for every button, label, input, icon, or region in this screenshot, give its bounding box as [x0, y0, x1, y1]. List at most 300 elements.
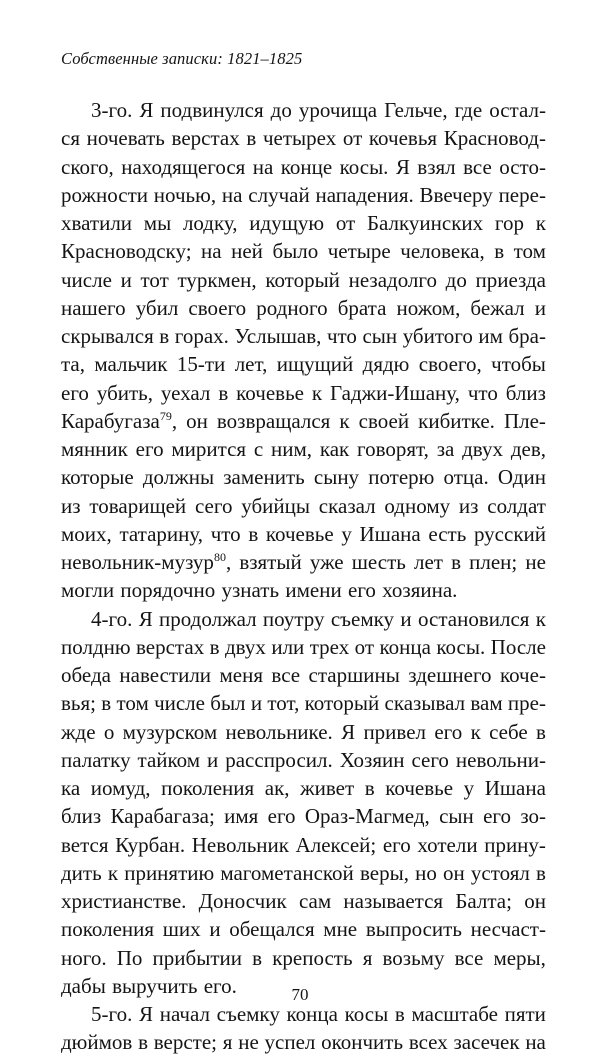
footnote-marker: 79: [159, 408, 172, 423]
word: числе: [154, 691, 205, 716]
word: двух: [462, 437, 504, 461]
word: косы: [344, 1002, 389, 1026]
word: дев,: [510, 437, 546, 461]
word: его: [61, 380, 89, 405]
text-line: [61, 661, 546, 689]
word: убил: [135, 295, 179, 320]
text-line: [61, 181, 546, 209]
word: поутру: [262, 606, 325, 631]
word: христианстве.: [61, 889, 187, 913]
word: что: [210, 521, 241, 546]
body-text: [61, 96, 546, 1057]
text-line: [61, 915, 546, 943]
text-line: [61, 746, 546, 774]
word: начал: [159, 1002, 210, 1026]
word: навестили: [119, 663, 212, 687]
word: тайком: [137, 747, 201, 772]
text-line: [61, 124, 546, 152]
word: татарину,: [119, 521, 204, 546]
word: на: [221, 182, 243, 207]
word: прину-: [484, 832, 546, 857]
word: есть: [428, 521, 467, 546]
word: его: [135, 437, 164, 461]
word: всех: [408, 1030, 448, 1055]
word: мальчик: [94, 352, 168, 377]
word: что: [467, 380, 498, 405]
text-line: [61, 887, 546, 915]
word: конце: [280, 154, 333, 179]
word: его: [382, 832, 411, 857]
word: в: [209, 634, 220, 659]
word: съемку: [216, 1002, 280, 1026]
word: сказал: [318, 493, 376, 518]
word: хотели: [417, 832, 478, 857]
word: невольни-: [455, 747, 546, 772]
word: что: [326, 324, 357, 348]
word: косы.: [339, 154, 389, 179]
word: я: [362, 945, 373, 970]
word: который: [304, 691, 380, 716]
word: мне: [323, 917, 358, 942]
text-line: [61, 718, 546, 746]
word: обеда: [61, 663, 111, 687]
word: Доносчик: [198, 889, 287, 913]
word: в: [218, 380, 229, 405]
word: скрывался: [61, 324, 154, 348]
word: все: [463, 154, 492, 179]
word: музурском: [122, 719, 218, 744]
word: пере-: [498, 182, 546, 207]
word: но: [415, 860, 437, 885]
word: как: [319, 437, 350, 461]
word: нашего: [61, 295, 126, 320]
word: им: [478, 324, 503, 348]
word: к: [535, 606, 546, 631]
word: которые: [61, 465, 134, 490]
word: Курбан.: [115, 832, 186, 857]
word: туркмен,: [177, 267, 257, 292]
word: успел: [264, 1030, 316, 1055]
word: тот,: [267, 691, 300, 716]
word: бра-: [508, 324, 546, 348]
word: убитого: [402, 324, 473, 348]
word: мирится: [171, 437, 247, 461]
text-line: [61, 350, 546, 378]
word: конца: [286, 1002, 338, 1026]
word: Алексей;: [295, 832, 377, 857]
word: кочевье: [265, 521, 334, 546]
word: несчаст-: [470, 917, 546, 942]
word: 3-го.: [91, 98, 133, 122]
word: принятию: [124, 860, 215, 885]
word: своего: [188, 295, 247, 320]
word: тот: [140, 267, 169, 292]
word: о: [103, 719, 115, 744]
word: могли: [61, 578, 115, 603]
word: меры,: [493, 945, 546, 970]
word: веры,: [359, 860, 409, 885]
word: за: [436, 437, 455, 461]
word: все: [454, 945, 484, 970]
word: 4-го.: [91, 606, 133, 631]
word: гор: [494, 211, 524, 235]
word: коче-: [499, 663, 546, 687]
word: от: [335, 211, 356, 235]
word: на: [201, 239, 222, 264]
word: в: [248, 521, 259, 546]
word: он: [186, 408, 208, 433]
word: вья;: [61, 691, 96, 716]
word: Карабугаза$^{79}$,: [61, 408, 178, 433]
word: находящегося: [121, 154, 246, 179]
word: и: [250, 691, 263, 716]
word: По: [116, 945, 143, 970]
word: магометанской: [220, 860, 354, 885]
word: засечек: [453, 1030, 520, 1055]
word: том: [116, 691, 149, 716]
word: приезда: [475, 267, 546, 292]
word: ночевать: [86, 126, 165, 151]
word: хозяина.: [382, 578, 458, 603]
word: уехал: [160, 380, 211, 405]
word: порядочно: [120, 578, 216, 603]
text-line: [61, 520, 546, 548]
word: кочевье: [385, 776, 454, 800]
text-line: [61, 633, 546, 661]
word: ножом,: [396, 295, 461, 320]
word: двух: [225, 634, 266, 659]
word: масштабе: [411, 1002, 498, 1026]
word: своего,: [418, 352, 482, 377]
word: пяти: [504, 1002, 546, 1026]
word: сего: [194, 493, 233, 518]
word: отца.: [443, 465, 489, 490]
word: дюймов: [61, 1030, 133, 1055]
word: меня: [219, 663, 263, 687]
word: себе: [489, 719, 528, 744]
word: убийцы: [241, 493, 310, 518]
word: поколения: [161, 776, 255, 800]
word: хватили: [61, 211, 133, 235]
word: вам: [470, 691, 503, 716]
word: Я: [138, 606, 153, 631]
word: ся: [61, 126, 80, 151]
word: числе: [61, 267, 112, 292]
word: он: [443, 860, 465, 885]
text-line: [61, 576, 546, 604]
word: не: [525, 550, 546, 574]
word: Услышав,: [234, 324, 322, 348]
word: кочевье: [236, 380, 304, 405]
word: незадолго: [348, 267, 437, 292]
word: ка: [61, 776, 81, 800]
word: имени: [285, 578, 342, 603]
word: осто-: [499, 154, 546, 179]
word: или: [271, 634, 305, 659]
word: близ: [61, 804, 102, 829]
word: говорят,: [357, 437, 429, 461]
text-line: [61, 209, 546, 237]
word: его: [267, 804, 296, 829]
word: 15-ти: [176, 352, 226, 377]
word: живет: [300, 776, 355, 800]
word: русский: [473, 521, 546, 546]
word: косы.: [436, 634, 486, 659]
word: возьму: [382, 945, 445, 970]
word: кочевья: [368, 126, 438, 151]
text-line: [61, 407, 546, 435]
word: вется: [61, 832, 109, 857]
text-line: [61, 96, 546, 124]
word: его: [434, 719, 463, 744]
word: до: [270, 98, 292, 122]
word: привел: [363, 719, 427, 744]
text-line: [61, 266, 546, 294]
word: товарищей: [89, 493, 187, 518]
word: Гельче,: [384, 98, 448, 122]
word: брата: [337, 295, 387, 320]
word: сыну: [313, 465, 360, 490]
word: верстах: [171, 126, 240, 151]
word: крепость: [272, 945, 353, 970]
word: четыре: [327, 239, 391, 264]
word: взял: [417, 154, 456, 179]
word: к: [470, 719, 481, 744]
word: в: [536, 860, 546, 885]
word: поколения: [61, 917, 155, 942]
word: сего: [411, 747, 449, 772]
word: заменить: [223, 465, 305, 490]
word: от: [342, 126, 363, 151]
word: Ораз-Магмед,: [304, 804, 430, 829]
word: было: [272, 239, 319, 264]
word: Я: [341, 719, 356, 744]
word: взятый: [239, 550, 302, 574]
word: ского,: [61, 154, 114, 179]
word: пре-: [507, 691, 546, 716]
word: ищущий: [276, 352, 354, 377]
word: в: [394, 1002, 405, 1026]
word: идущую: [249, 211, 325, 235]
word: ак,: [264, 776, 290, 800]
word: который: [265, 267, 340, 292]
word: имя: [224, 804, 259, 829]
word: родного: [256, 295, 328, 320]
word: Гаджи-Ишану,: [330, 380, 460, 405]
word: к: [107, 860, 119, 885]
word: кибитке.: [418, 408, 495, 433]
word: Карабагаза;: [110, 804, 215, 829]
word: в: [364, 776, 375, 800]
word: от: [354, 634, 375, 659]
word: верстах: [136, 634, 205, 659]
word: лет,: [234, 352, 268, 377]
word: называется: [343, 889, 444, 913]
word: дить: [61, 860, 102, 885]
word: и: [120, 267, 132, 292]
word: шесть: [351, 550, 406, 574]
word: его: [483, 804, 511, 829]
word: здешнего: [408, 663, 492, 687]
word: мянник: [61, 437, 128, 461]
word: сам: [298, 889, 332, 913]
word: жде: [61, 719, 96, 744]
word: в: [159, 324, 170, 348]
word: ней: [231, 239, 263, 264]
word: дядю: [362, 352, 410, 377]
word: После: [490, 634, 546, 659]
text-line: [61, 237, 546, 265]
text-line: [61, 774, 546, 802]
word: версте;: [153, 1030, 218, 1055]
word: я: [222, 1030, 233, 1055]
word: в: [451, 550, 461, 574]
word: устоял: [470, 860, 530, 885]
word: нападения.: [315, 182, 414, 207]
word: возвращался: [216, 408, 331, 433]
word: потерю: [368, 465, 435, 490]
word: прибытии: [152, 945, 242, 970]
word: лодку,: [182, 211, 238, 235]
word: окончить: [321, 1030, 404, 1055]
word: трех: [309, 634, 350, 659]
running-head: Собственные записки: 1821–1825: [61, 49, 303, 68]
word: рожности: [61, 182, 148, 207]
word: он: [524, 889, 546, 913]
text-line: [61, 153, 546, 181]
word: сказывал: [384, 691, 466, 716]
word: в: [101, 691, 112, 716]
text-line: [61, 859, 546, 887]
page-number: 70: [291, 985, 309, 1004]
word: в: [138, 1030, 148, 1055]
text-line: [61, 548, 546, 576]
text-line: [61, 831, 546, 859]
text-line: [61, 322, 546, 350]
word: дабы: [61, 973, 106, 998]
word: урочища: [298, 98, 378, 122]
word: невольнике.: [225, 719, 333, 744]
text-line: [61, 802, 546, 830]
word: полдню: [61, 634, 131, 659]
word: расспросил.: [225, 747, 333, 772]
word: Балта;: [455, 889, 512, 913]
text-line: [61, 689, 546, 717]
word: моих,: [61, 521, 112, 546]
word: Ишана: [359, 521, 421, 546]
word: и: [207, 747, 219, 772]
word: горах.: [174, 324, 229, 348]
word: ним,: [271, 437, 313, 461]
word: Красновод-: [443, 126, 546, 151]
word: выпросить: [365, 917, 462, 942]
word: своей: [358, 408, 410, 433]
text-line: [61, 492, 546, 520]
word: плен;: [469, 550, 518, 574]
word: с: [253, 437, 264, 461]
word: у: [463, 776, 475, 800]
word: узнать: [221, 578, 280, 603]
word: Балкуинских: [366, 211, 484, 235]
word: уже: [309, 550, 344, 574]
word: не: [238, 1030, 259, 1055]
word: зо-: [520, 804, 546, 829]
word: обещался: [229, 917, 315, 942]
word: подвинулся: [160, 98, 264, 122]
word: был: [210, 691, 246, 716]
word: у: [341, 521, 352, 546]
word: ночью,: [153, 182, 217, 207]
text-line: [61, 1028, 546, 1056]
word: том: [513, 239, 546, 264]
word: близ: [505, 380, 546, 405]
word: съемку: [330, 606, 395, 631]
word: остал-: [489, 98, 546, 122]
word: невольник-музур$^{80}$,: [61, 550, 232, 574]
word: Невольник: [191, 832, 289, 857]
word: остановился: [418, 606, 530, 631]
word: мы: [143, 211, 172, 235]
word: та,: [61, 352, 86, 377]
word: Хозяин: [339, 747, 405, 772]
word: Я: [139, 98, 154, 122]
word: его.: [203, 973, 237, 998]
word: и: [400, 606, 412, 631]
word: одному: [384, 493, 451, 518]
word: сын: [439, 804, 474, 829]
word: Ввечеру: [419, 182, 493, 207]
word: человека,: [400, 239, 485, 264]
word: к: [535, 211, 546, 235]
word: Я: [139, 1002, 154, 1026]
word: в: [252, 945, 263, 970]
word: к: [339, 408, 350, 433]
word: в: [494, 239, 505, 264]
text-line: [61, 435, 546, 463]
word: Один: [497, 465, 546, 490]
word: должны: [142, 465, 215, 490]
word: Ишана: [484, 776, 546, 800]
word: ного.: [61, 945, 107, 970]
word: до: [445, 267, 467, 292]
text-line: [61, 294, 546, 322]
word: старшины: [308, 663, 400, 687]
word: чтобы: [491, 352, 546, 377]
word: в: [246, 126, 257, 151]
text-line: [61, 379, 546, 407]
word: в: [536, 719, 546, 744]
word: палатку: [61, 747, 131, 772]
word: иомуд,: [90, 776, 151, 800]
word: четырех: [262, 126, 337, 151]
word: конца: [379, 634, 431, 659]
text-line: [61, 463, 546, 491]
word: к: [311, 380, 323, 405]
word: ших: [162, 917, 201, 942]
word: его: [348, 578, 376, 603]
word: случай: [248, 182, 310, 207]
word: Красноводску;: [61, 239, 192, 264]
footnote-marker: 80: [213, 550, 226, 564]
word: 5-го.: [91, 1002, 133, 1026]
word: из: [61, 493, 81, 518]
word: все: [271, 663, 301, 687]
word: из: [458, 493, 479, 518]
word: выручить: [112, 973, 198, 998]
word: сын: [362, 324, 398, 348]
word: убить,: [96, 380, 153, 405]
text-line: [61, 944, 546, 972]
